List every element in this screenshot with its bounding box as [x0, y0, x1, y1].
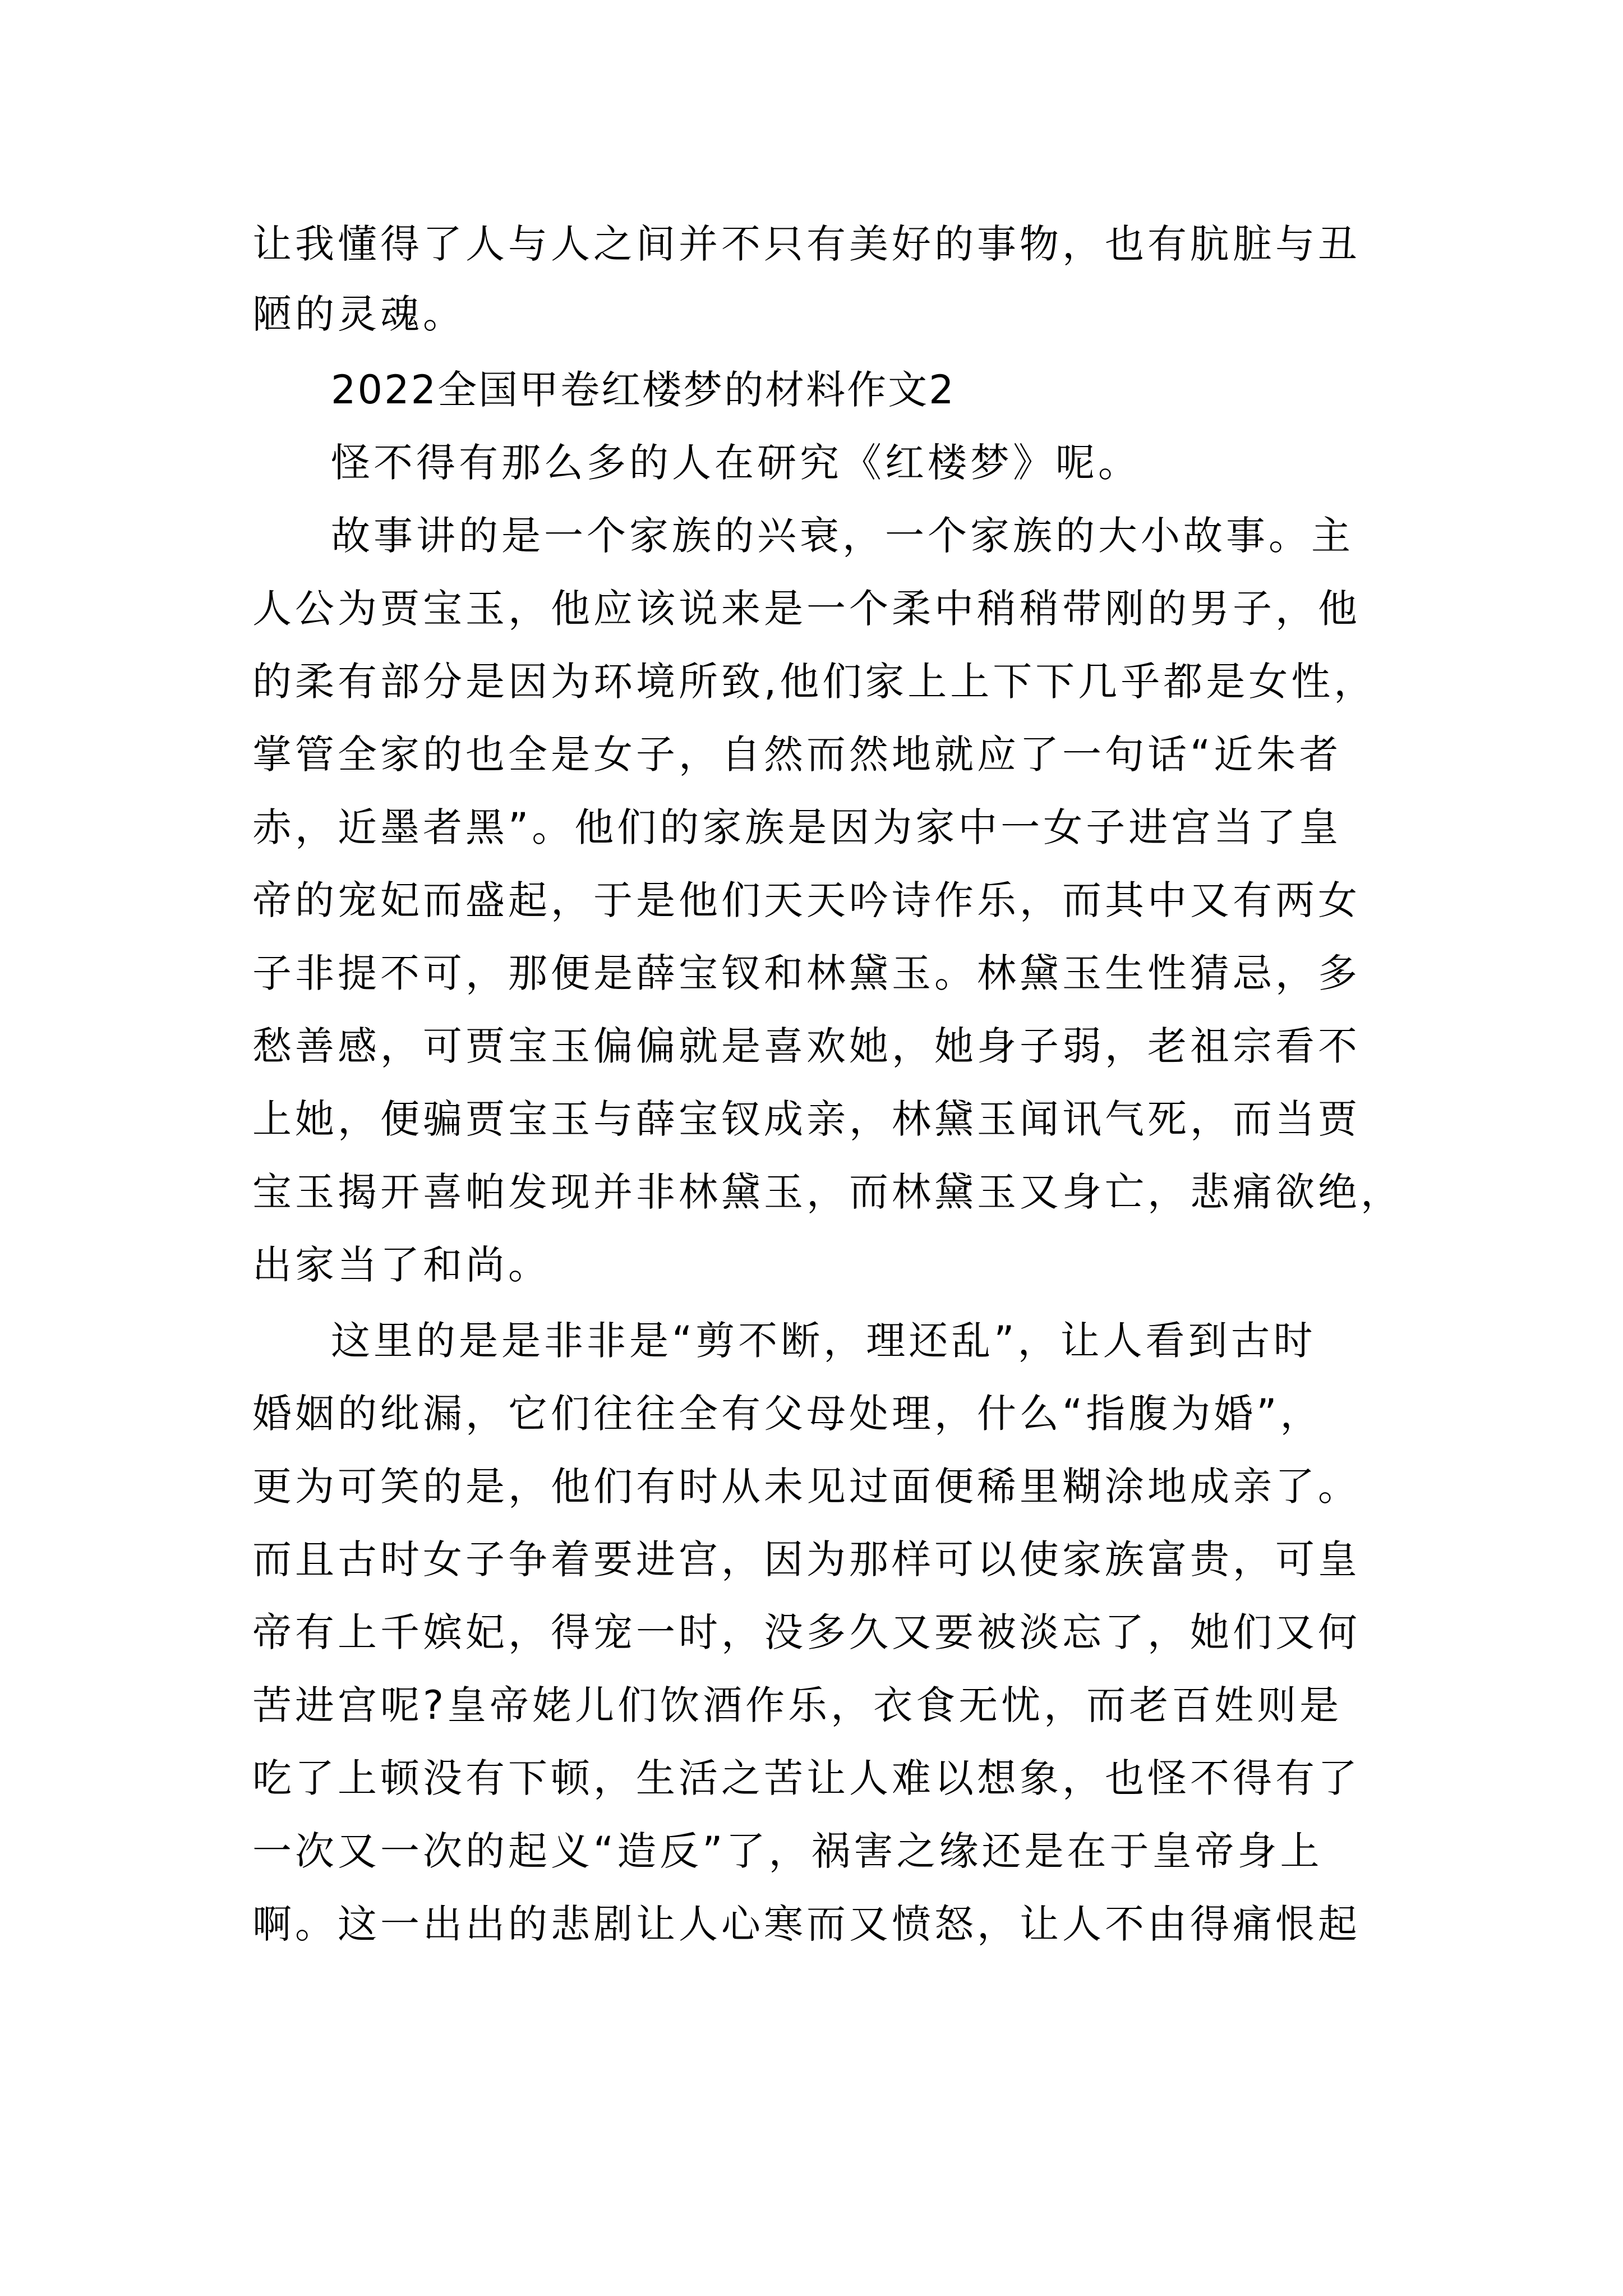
text-line: 苦进宫呢?皇帝姥儿们饮酒作乐，衣食无忧，而老百姓则是 [252, 1682, 1343, 1728]
text-line: 掌管全家的也全是女子，自然而然地就应了一句话“近朱者 [252, 731, 1342, 777]
text-line: 婚姻的纰漏，它们往往全有父母处理，什么“指腹为婚”， [252, 1391, 1323, 1437]
text-line: 的柔有部分是因为环境所致,他们家上上下下几乎都是女性， [252, 659, 1377, 705]
text-line: 怪不得有那么多的人在研究《红楼梦》呢。 [331, 440, 1141, 486]
text-line: 赤，近墨者黑”。他们的家族是因为家中一女子进宫当了皇 [252, 804, 1342, 850]
text-line: 吃了上顿没有下顿，生活之苦让人难以想象，也怪不得有了 [252, 1755, 1361, 1801]
text-line: 子非提不可，那便是薛宝钗和林黛玉。林黛玉生性猜忌，多 [252, 950, 1361, 996]
text-line: 宝玉揭开喜帕发现并非林黛玉，而林黛玉又身亡，悲痛欲绝， [252, 1169, 1403, 1215]
text-line: 上她，便骗贾宝玉与薛宝钗成亲，林黛玉闻讯气死，而当贾 [252, 1096, 1361, 1142]
text-line: 帝的宠妃而盛起，于是他们天天吟诗作乐，而其中又有两女 [252, 877, 1361, 923]
text-line: 啊。这一出出的悲剧让人心寒而又愤怒，让人不由得痛恨起 [252, 1901, 1361, 1947]
text-line: 帝有上千嫔妃，得宠一时，没多久又要被淡忘了，她们又何 [252, 1609, 1361, 1655]
text-line: 陋的灵魂。 [252, 291, 465, 337]
text-line: 故事讲的是一个家族的兴衰，一个家族的大小故事。主 [331, 513, 1354, 559]
text-line: 这里的是是非非是“剪不断，理还乱”，让人看到古时 [331, 1318, 1316, 1364]
section-heading: 2022全国甲卷红楼梦的材料作文2 [331, 367, 956, 413]
text-line: 出家当了和尚。 [252, 1242, 551, 1288]
text-line: 更为可笑的是，他们有时从未见过面便稀里糊涂地成亲了。 [252, 1464, 1361, 1510]
text-line: 而且古时女子争着要进宫，因为那样可以使家族富贵，可皇 [252, 1536, 1361, 1582]
text-line: 让我懂得了人与人之间并不只有美好的事物，也有肮脏与丑 [252, 221, 1361, 267]
text-line: 一次又一次的起义“造反”了，祸害之缘还是在于皇帝身上 [252, 1828, 1323, 1874]
text-line: 愁善感，可贾宝玉偏偏就是喜欢她，她身子弱，老祖宗看不 [252, 1023, 1361, 1069]
text-line: 人公为贾宝玉，他应该说来是一个柔中稍稍带刚的男子，他 [252, 586, 1361, 632]
